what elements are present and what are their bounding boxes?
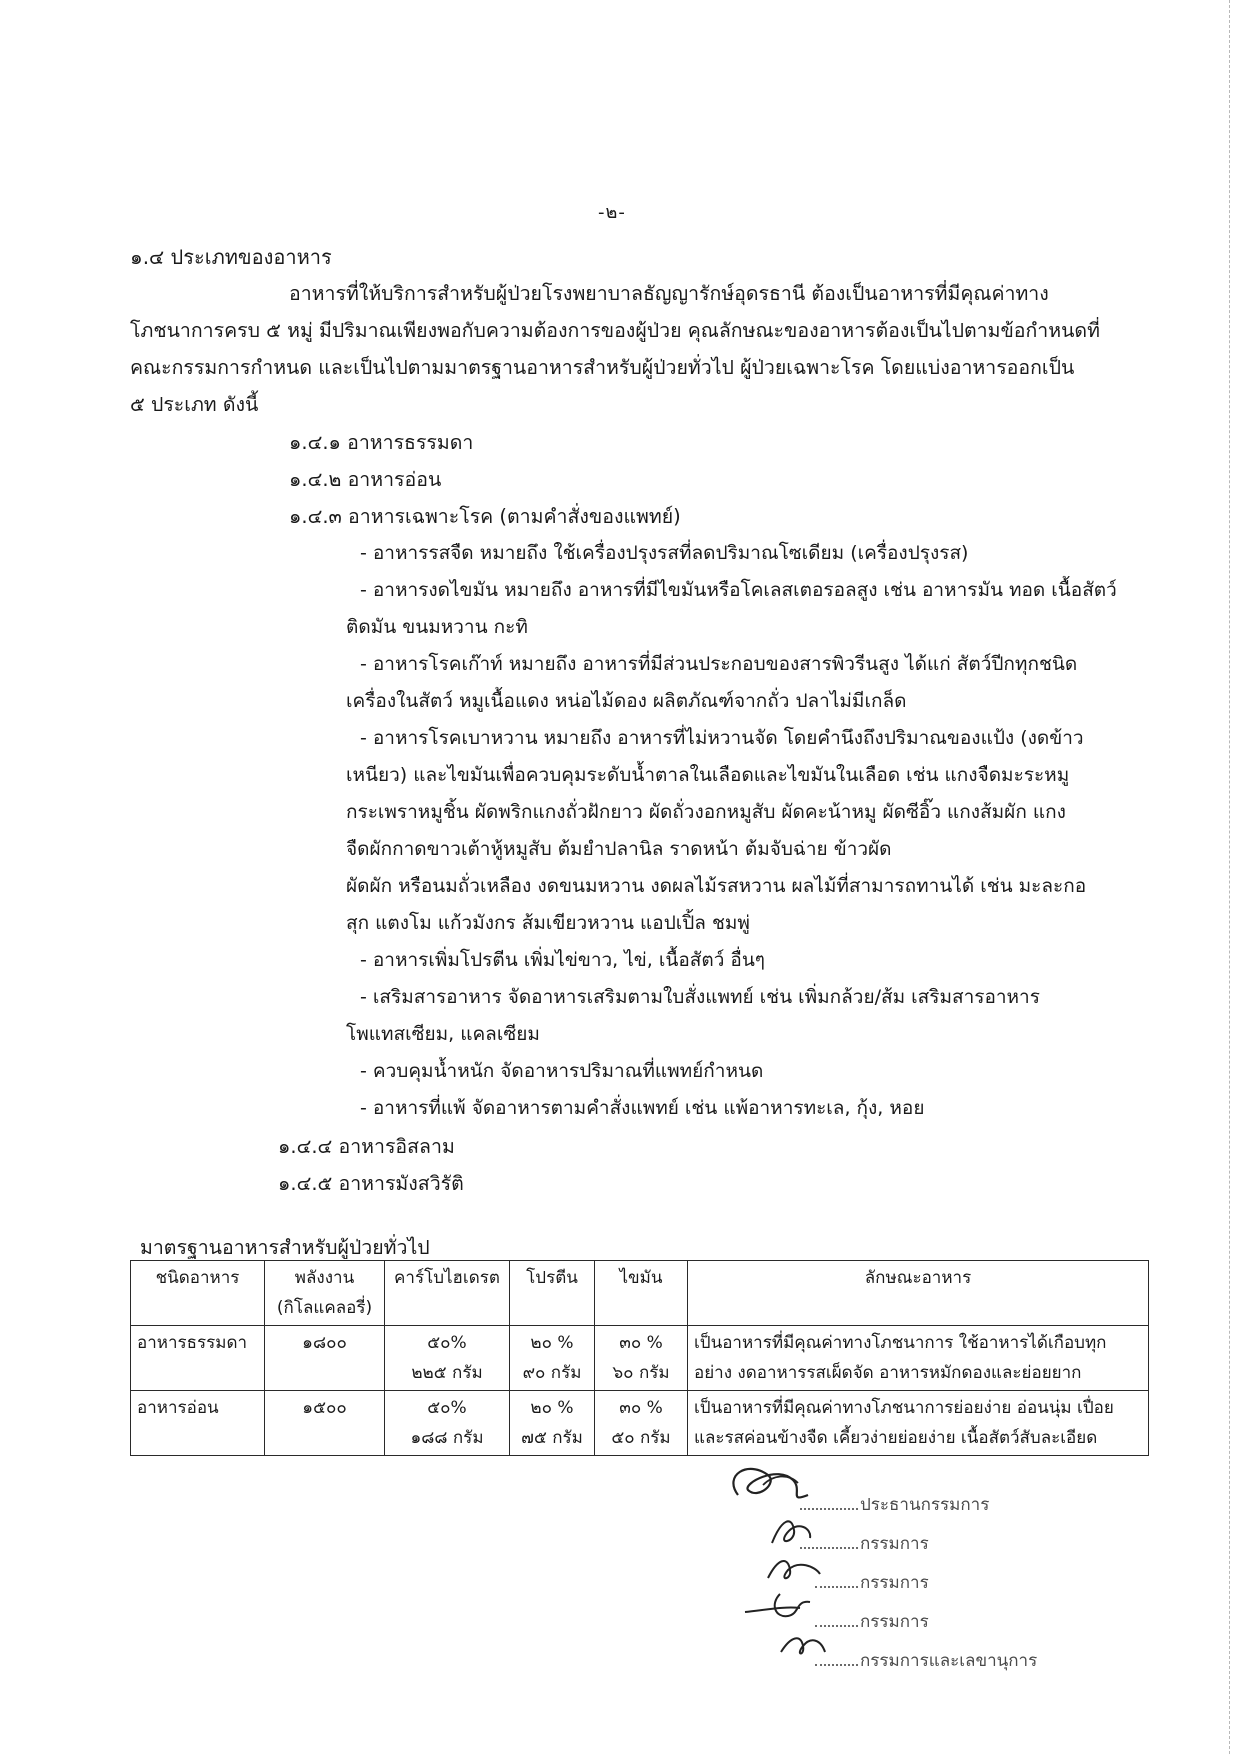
- signature-dotted-line: [815, 1664, 858, 1666]
- signature-role-member: กรรมการ: [860, 1573, 929, 1593]
- special-diet-line: สุก แตงโม แก้วมังกร ส้มเขียวหวาน แอปเปิ้ล ชมพู่: [346, 912, 750, 934]
- fat-grams: ๕๐ กรัม: [611, 1428, 671, 1448]
- cell-fat: [595, 1391, 688, 1456]
- cell-energy: ๑๕๐๐: [265, 1391, 385, 1456]
- fat-grams: ๖๐ กรัม: [612, 1363, 670, 1383]
- description-line: และรสค่อนข้างจืด เคี้ยวง่ายย่อยง่าย เนื้อสัตว์สับละเอียด: [694, 1428, 1098, 1448]
- cell-carbohydrate: [385, 1391, 510, 1456]
- intro-line: ๕ ประเภท ดังนี้: [130, 393, 259, 416]
- special-diet-line: - อาหารรสจืด หมายถึง ใช้เครื่องปรุงรสที่ลดปริมาณโซเดียม (เครื่องปรุงรส): [360, 542, 969, 564]
- fat-percent: ๓๐ %: [619, 1398, 663, 1418]
- cell-description: [688, 1391, 1149, 1456]
- page-number: -๒-: [598, 202, 626, 223]
- carb-grams: ๑๘๘ กรัม: [410, 1428, 484, 1448]
- food-type-item: ๑.๔.๓ อาหารเฉพาะโรค (ตามคำสั่งของแพทย์): [289, 505, 681, 528]
- special-diet-line: ผัดผัก หรือนมถั่วเหลือง งดขนมหวาน งดผลไม้รสหวาน ผลไม้ที่สามารถทานได้ เช่น มะละกอ: [346, 875, 1087, 897]
- food-type-item: ๑.๔.๒ อาหารอ่อน: [289, 468, 442, 491]
- special-diet-line: - อาหารเพิ่มโปรตีน เพิ่มไข่ขาว, ไข่, เนื้อสัตว์ อื่นๆ: [360, 949, 766, 971]
- food-type-item: ๑.๔.๑ อาหารธรรมดา: [289, 431, 474, 454]
- special-diet-line: จืดผักกาดขาวเต้าหู้หมูสับ ต้มยำปลานิล ราดหน้า ต้มจับฉ่าย ข้าวผัด: [346, 838, 892, 860]
- header-carbohydrate: คาร์โบไฮเดรต: [385, 1261, 510, 1326]
- carb-percent: ๕๐%: [427, 1333, 467, 1353]
- special-diet-line: - อาหารที่แพ้ จัดอาหารตามคำสั่งแพทย์ เช่น แพ้อาหารทะเล, กุ้ง, หอย: [360, 1097, 925, 1119]
- signature-role-secretary: กรรมการและเลขานุการ: [860, 1651, 1038, 1671]
- carb-percent: ๕๐%: [427, 1398, 467, 1418]
- special-diet-line: - อาหารงดไขมัน หมายถึง อาหารที่มีไขมันหรือโคเลสเตอรอลสูง เช่น อาหารมัน ทอด เนื้อสัตว์: [360, 579, 1117, 601]
- description-line: เป็นอาหารที่มีคุณค่าทางโภชนาการ ใช้อาหารได้เกือบทุก: [694, 1333, 1107, 1353]
- cell-description: [688, 1326, 1149, 1391]
- header-description: ลักษณะอาหาร: [688, 1261, 1149, 1326]
- food-type-item: ๑.๔.๔ อาหารอิสลาม: [278, 1135, 455, 1158]
- header-energy: [265, 1261, 385, 1326]
- signature-role-chair: ประธานกรรมการ: [860, 1495, 990, 1515]
- protein-percent: ๒๐ %: [530, 1333, 574, 1353]
- intro-line: คณะกรรมการกำหนด และเป็นไปตามมาตรฐานอาหารสำหรับผู้ป่วยทั่วไป ผู้ป่วยเฉพาะโรค โดยแบ่งอาหารออกเป็น: [130, 356, 1075, 379]
- table-row: [131, 1326, 1149, 1391]
- header-protein: โปรตีน: [510, 1261, 595, 1326]
- food-standard-table: [130, 1260, 1149, 1456]
- carb-grams: ๒๒๕ กรัม: [411, 1363, 483, 1383]
- food-type-item: ๑.๔.๕ อาหารมังสวิรัติ: [278, 1172, 464, 1195]
- special-diet-line: กระเพราหมูชิ้น ผัดพริกแกงถั่วฝักยาว ผัดถั่วงอกหมูสับ ผัดคะน้าหมู ผัดซีอิ๊ว แกงส้มผัก แกง: [346, 801, 1066, 823]
- special-diet-line: - เสริมสารอาหาร จัดอาหารเสริมตามใบสั่งแพทย์ เช่น เพิ่มกล้วย/ส้ม เสริมสารอาหาร: [360, 986, 1040, 1008]
- cell-protein: [510, 1326, 595, 1391]
- header-food-type: ชนิดอาหาร: [131, 1261, 265, 1326]
- cell-food-type: อาหารธรรมดา: [131, 1326, 265, 1391]
- special-diet-line: เครื่องในสัตว์ หมูเนื้อแดง หน่อไม้ดอง ผลิตภัณฑ์จากถั่ว ปลาไม่มีเกล็ด: [346, 690, 907, 712]
- signature-scribble: [775, 1622, 835, 1666]
- page-edge-dashed-line: [1229, 0, 1230, 1754]
- special-diet-line: ติดมัน ขนมหวาน กะทิ: [346, 616, 528, 638]
- intro-line: อาหารที่ให้บริการสำหรับผู้ป่วยโรงพยาบาลธัญญารักษ์อุดรธานี ต้องเป็นอาหารที่มีคุณค่าทาง: [289, 282, 1049, 305]
- table-row: [131, 1391, 1149, 1456]
- fat-percent: ๓๐ %: [619, 1333, 663, 1353]
- header-fat: ไขมัน: [595, 1261, 688, 1326]
- special-diet-line: - ควบคุมน้ำหนัก จัดอาหารปริมาณที่แพทย์กำหนด: [360, 1060, 764, 1082]
- cell-carbohydrate: [385, 1326, 510, 1391]
- signature-role-member: กรรมการ: [860, 1612, 929, 1632]
- special-diet-line: โพแทสเซียม, แคลเซียม: [346, 1023, 540, 1045]
- cell-energy: ๑๘๐๐: [265, 1326, 385, 1391]
- cell-protein: [510, 1391, 595, 1456]
- special-diet-line: - อาหารโรคเก๊าท์ หมายถึง อาหารที่มีส่วนประกอบของสารพิวรีนสูง ได้แก่ สัตว์ปีกทุกชนิด: [360, 653, 1078, 675]
- cell-fat: [595, 1326, 688, 1391]
- table-header-row: [131, 1261, 1149, 1326]
- signature-scribble: [718, 1455, 828, 1515]
- table-caption: มาตรฐานอาหารสำหรับผู้ป่วยทั่วไป: [140, 1236, 430, 1259]
- description-line: เป็นอาหารที่มีคุณค่าทางโภชนาการย่อยง่าย อ่อนนุ่ม เปื่อย: [694, 1398, 1114, 1418]
- header-energy-unit: (กิโลแคลอรี่): [276, 1298, 373, 1318]
- protein-grams: ๙๐ กรัม: [522, 1363, 582, 1383]
- signature-role-member: กรรมการ: [860, 1534, 929, 1554]
- section-heading: ๑.๔ ประเภทของอาหาร: [130, 245, 332, 269]
- intro-line: โภชนาการครบ ๕ หมู่ มีปริมาณเพียงพอกับความต้องการของผู้ป่วย คุณลักษณะของอาหารต้องเป็นไปตามข้อกำหนดที่: [130, 319, 1100, 342]
- special-diet-line: - อาหารโรคเบาหวาน หมายถึง อาหารที่ไม่หวานจัด โดยคำนึงถึงปริมาณของแป้ง (งดข้าว: [360, 727, 1084, 749]
- header-energy-label: พลังงาน: [294, 1268, 355, 1288]
- cell-food-type: อาหารอ่อน: [131, 1391, 265, 1456]
- description-line: อย่าง งดอาหารรสเผ็ดจัด อาหารหมักดองและย่อยยาก: [694, 1363, 1082, 1383]
- protein-grams: ๗๕ กรัม: [521, 1428, 583, 1448]
- protein-percent: ๒๐ %: [530, 1398, 574, 1418]
- special-diet-line: เหนียว) และไขมันเพื่อควบคุมระดับน้ำตาลในเลือดและไขมันในเลือด เช่น แกงจืดมะระหมู: [346, 764, 1070, 786]
